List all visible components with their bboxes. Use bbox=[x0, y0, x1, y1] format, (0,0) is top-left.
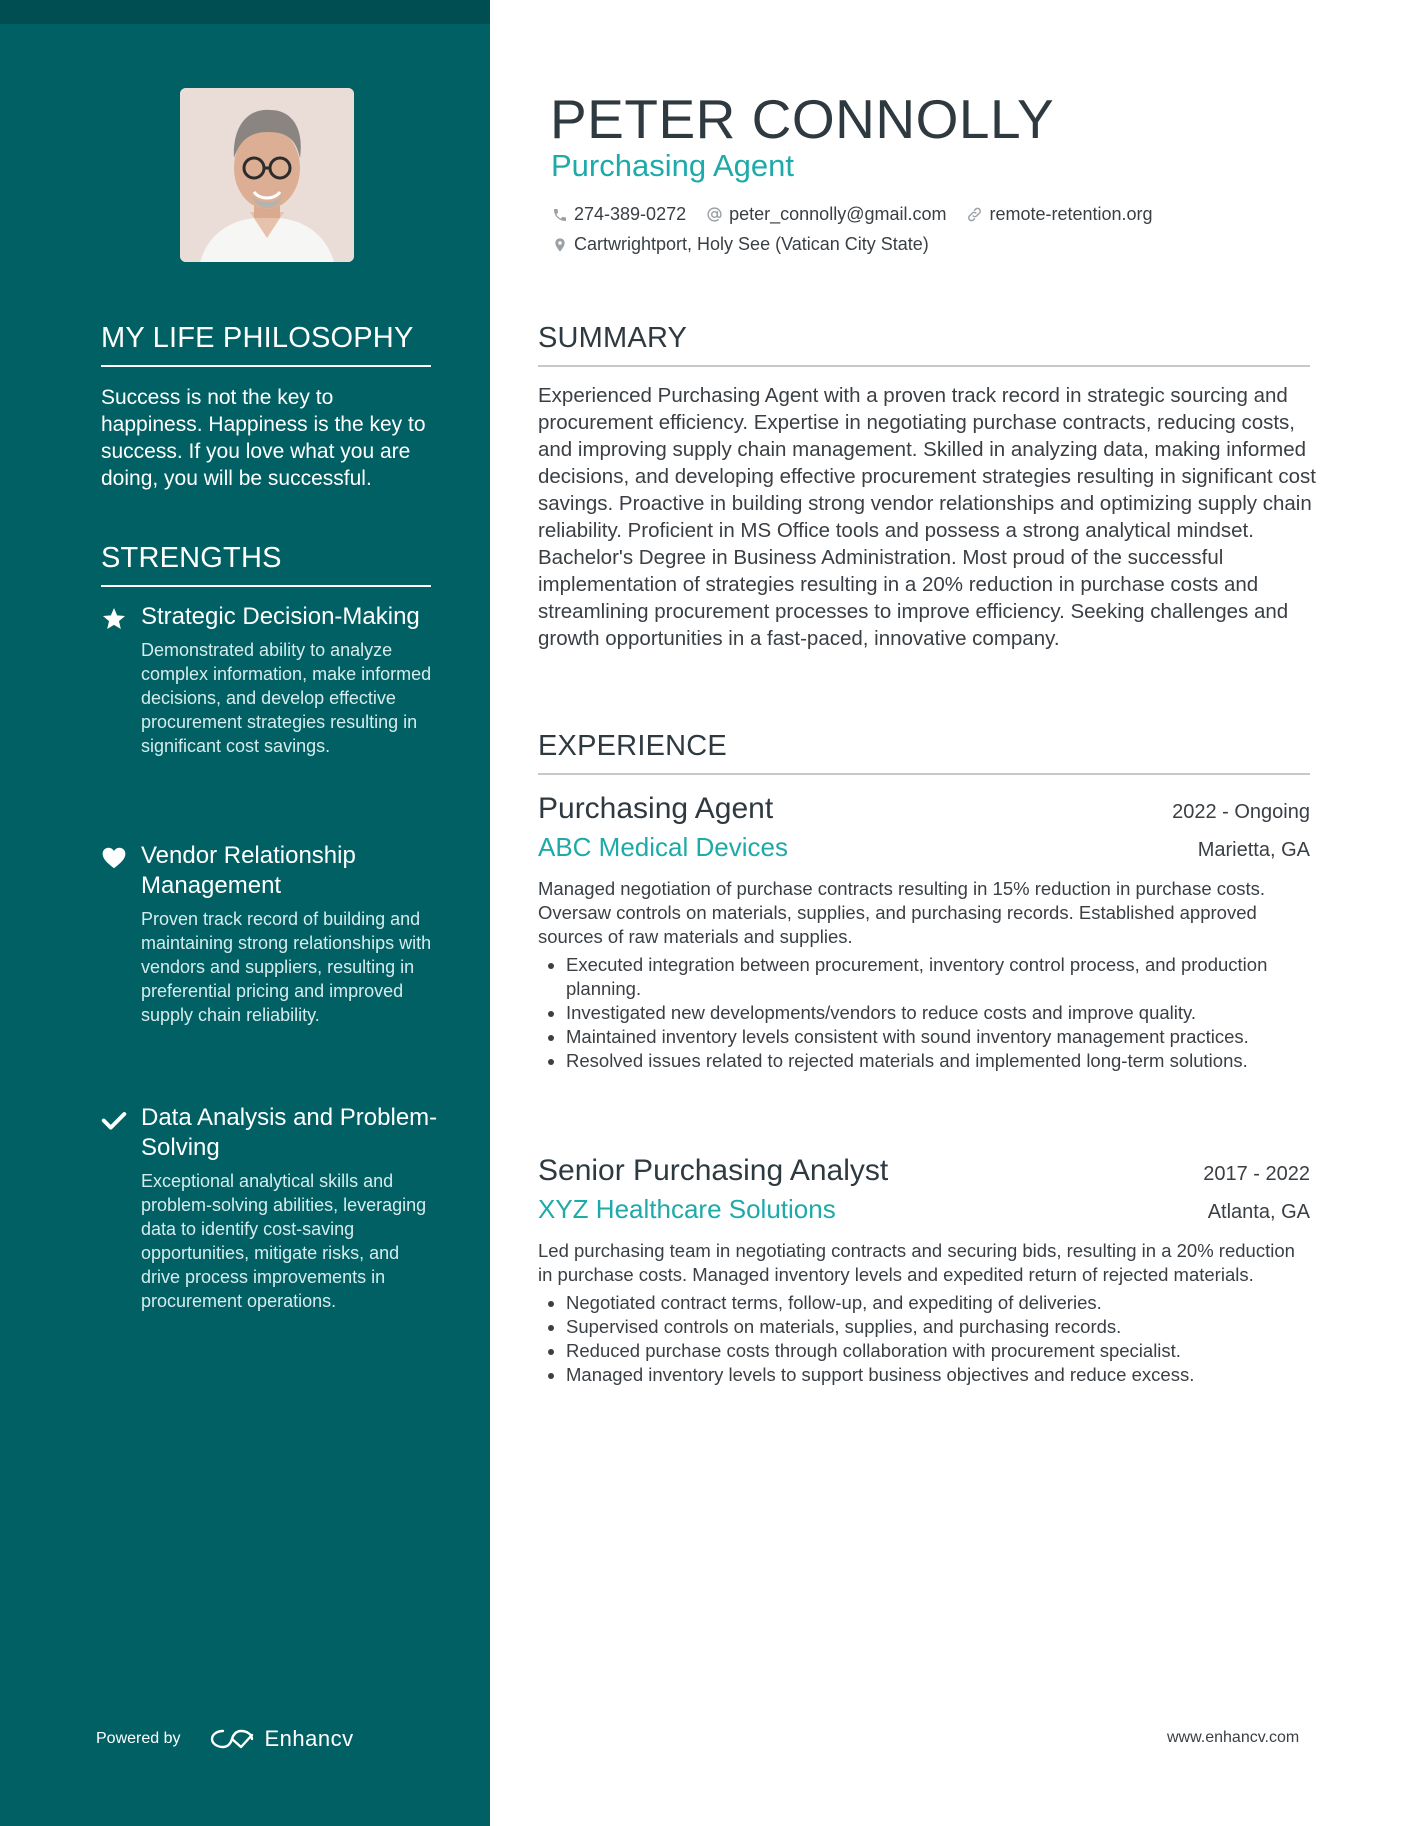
philosophy-heading: MY LIFE PHILOSOPHY bbox=[101, 322, 431, 367]
summary-heading: SUMMARY bbox=[538, 322, 1310, 367]
job-bullets bbox=[538, 953, 1310, 1073]
footer-url[interactable]: www.enhancv.com bbox=[1167, 1729, 1300, 1746]
contact-location bbox=[552, 234, 929, 255]
contact-row-location bbox=[552, 234, 949, 255]
strength-item bbox=[101, 602, 441, 758]
job-bullet: • Reduced purchase costs through collaboration with procurement specialist. bbox=[566, 1339, 1310, 1363]
experience-heading: EXPERIENCE bbox=[538, 730, 1310, 775]
job-bullet: • Resolved issues related to rejected materials and implemented long-term solutions. bbox=[566, 1049, 1310, 1073]
link-icon bbox=[966, 206, 983, 223]
job-entry bbox=[538, 1154, 1310, 1387]
powered-by bbox=[96, 1726, 354, 1752]
strengths-heading: STRENGTHS bbox=[101, 542, 431, 587]
profile-photo bbox=[180, 88, 354, 262]
job-description: Led purchasing team in negotiating contracts and securing bids, resulting in a 20% reduction in purchase costs. Managed inventory levels and expedited return of rejected materials. bbox=[538, 1240, 1295, 1285]
brand-logo[interactable] bbox=[209, 1726, 354, 1752]
summary-text: Experienced Purchasing Agent with a proven track record in strategic sourcing and procurement efficiency. Expertise in negotiating purchase contracts, reducing costs, and improving supply chain management. Skilled in analyzing data, making informed decisions, and developing effective procurement strategies resulting in significant cost savings. Proactive in building strong vendor relationships and optimizing supply chain reliability. Proficient in MS Office tools and possess a strong analytical mindset. Bachelor's Degree in Business Administration. Most proud of the successful implementation of strategies resulting in a 20% reduction in purchase costs and streamlining procurement processes to improve efficiency. Seeking challenges and growth opportunities in a fast-paced, innovative company. bbox=[538, 384, 1316, 650]
contact-website[interactable] bbox=[966, 204, 1152, 225]
strength-title: Vendor Relationship Management bbox=[141, 842, 356, 899]
enhancv-logo-icon bbox=[209, 1727, 255, 1751]
job-description: Managed negotiation of purchase contracts resulting in 15% reduction in purchase costs. Oversaw controls on materials, supplies, and purchasing records. Established approved sources of raw materials and supplies. bbox=[538, 878, 1266, 947]
sidebar-top-band bbox=[0, 0, 490, 24]
contact-email[interactable] bbox=[706, 204, 946, 225]
job-title: Purchasing Agent bbox=[538, 792, 774, 825]
candidate-name: PETER CONNOLLY bbox=[550, 88, 1055, 150]
email-text: peter_connolly@gmail.com bbox=[729, 204, 947, 224]
job-dates: 2017 - 2022 bbox=[1203, 1163, 1310, 1185]
strength-item bbox=[101, 841, 441, 1027]
job-bullet: • Negotiated contract terms, follow-up, and expediting of deliveries. bbox=[566, 1291, 1310, 1315]
strength-desc: Proven track record of building and maintaining strong relationships with vendors and suppliers, resulting in preferential pricing and improved supply chain reliability. bbox=[141, 909, 432, 1025]
job-location: Marietta, GA bbox=[1197, 839, 1310, 861]
phone-icon bbox=[552, 207, 568, 223]
contact-row bbox=[552, 204, 1173, 225]
strength-desc: Demonstrated ability to analyze complex information, make informed decisions, and develop effective procurement strategies resulting in significant cost savings. bbox=[141, 640, 432, 756]
brand-name: Enhancv bbox=[264, 1726, 354, 1751]
job-dates: 2022 - Ongoing bbox=[1172, 801, 1310, 823]
phone-text: 274-389-0272 bbox=[574, 204, 687, 224]
job-bullets bbox=[538, 1291, 1310, 1387]
job-company: ABC Medical Devices bbox=[538, 832, 788, 862]
job-bullet: • Executed integration between procurement, inventory control process, and production planning. bbox=[566, 953, 1310, 1001]
job-bullet: • Investigated new developments/vendors to reduce costs and improve quality. bbox=[566, 1001, 1310, 1025]
strength-desc: Exceptional analytical skills and problem-solving abilities, leveraging data to identify cost-saving opportunities, mitigate risks, and drive process improvements in procurement operations. bbox=[141, 1171, 427, 1311]
candidate-role: Purchasing Agent bbox=[551, 148, 795, 183]
powered-by-label: Powered by bbox=[96, 1730, 181, 1747]
strength-item bbox=[101, 1103, 441, 1313]
strength-title: Strategic Decision-Making bbox=[141, 603, 420, 630]
job-location: Atlanta, GA bbox=[1207, 1201, 1310, 1223]
job-company: XYZ Healthcare Solutions bbox=[538, 1194, 836, 1224]
sidebar bbox=[0, 0, 490, 1826]
job-title: Senior Purchasing Analyst bbox=[538, 1154, 889, 1187]
job-bullet: • Managed inventory levels to support business objectives and reduce excess. bbox=[566, 1363, 1310, 1387]
check-icon bbox=[101, 1107, 127, 1133]
strength-title: Data Analysis and Problem-Solving bbox=[141, 1104, 438, 1161]
job-entry bbox=[538, 792, 1310, 1073]
heart-icon bbox=[101, 845, 127, 871]
job-bullet: • Maintained inventory levels consistent with sound inventory management practices. bbox=[566, 1025, 1310, 1049]
at-icon bbox=[706, 206, 723, 223]
philosophy-text: Success is not the key to happiness. Happiness is the key to success. If you love what you are doing, you will be successful. bbox=[101, 386, 426, 490]
star-icon bbox=[101, 606, 127, 632]
website-text: remote-retention.org bbox=[989, 204, 1153, 224]
job-bullet: • Supervised controls on materials, supplies, and purchasing records. bbox=[566, 1315, 1310, 1339]
contact-phone[interactable] bbox=[552, 204, 686, 225]
location-pin-icon bbox=[552, 236, 568, 254]
location-text: Cartwrightport, Holy See (Vatican City State) bbox=[574, 234, 929, 254]
